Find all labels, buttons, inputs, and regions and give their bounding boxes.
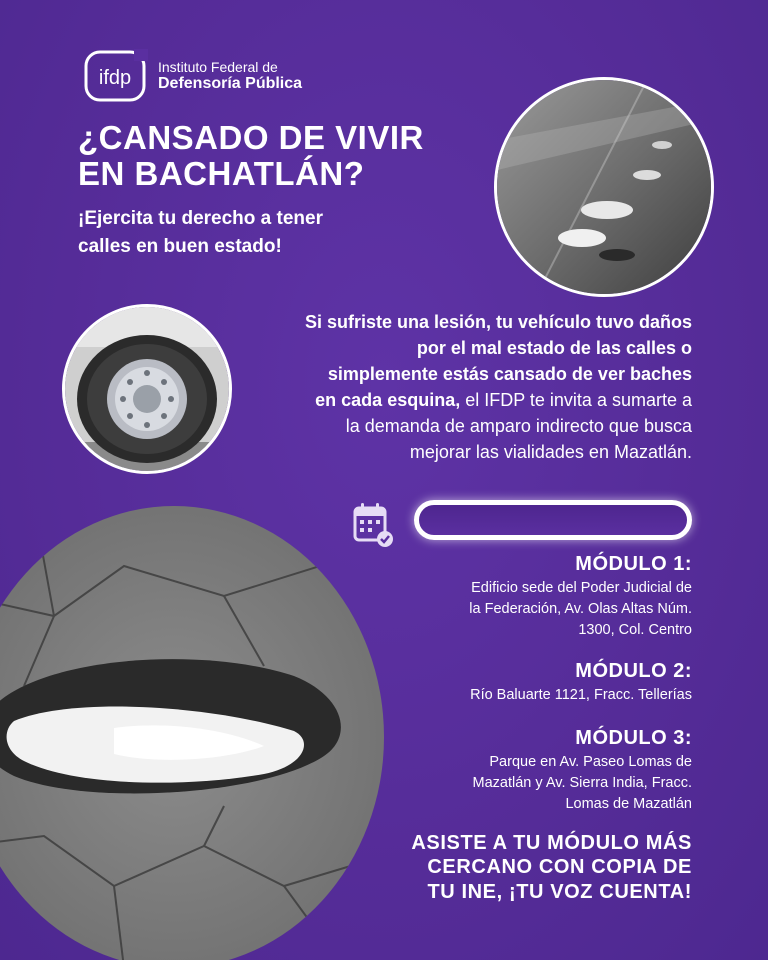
ifdp-logo bbox=[80, 48, 302, 104]
module-1-address-line-3: 1300, Col. Centro bbox=[578, 622, 692, 639]
module-1 bbox=[392, 553, 692, 641]
title-line-1: ¿CANSADO DE VIVIR bbox=[78, 119, 424, 156]
subtitle-line-2: calles en buen estado! bbox=[78, 235, 282, 257]
logo-wordmark: ifdp bbox=[98, 67, 132, 89]
pothole-photo bbox=[0, 506, 384, 960]
module-1-address-line-1: Edificio sede del Poder Judicial de bbox=[471, 580, 692, 596]
subtitle-line-1: ¡Ejercita tu derecho a tener bbox=[78, 208, 323, 229]
body-line-4-rest: el IFDP te invita a sumarte a bbox=[460, 390, 692, 411]
flat-tire-photo bbox=[62, 304, 232, 474]
subtitle bbox=[78, 205, 408, 260]
invitation-text bbox=[236, 309, 692, 466]
module-3-title: MÓDULO 3: bbox=[575, 727, 692, 749]
module-3-address bbox=[392, 752, 692, 815]
module-3-address-line-3: Lomas de Mazatlán bbox=[565, 796, 692, 813]
page-title bbox=[78, 120, 488, 191]
module-3-address-line-1: Parque en Av. Paseo Lomas de bbox=[489, 754, 692, 770]
date-pill bbox=[414, 500, 692, 540]
module-2-address-line-1: Río Baluarte 1121, Fracc. Tellerías bbox=[470, 687, 692, 703]
module-1-address-line-2: la Federación, Av. Olas Altas Núm. bbox=[469, 601, 692, 618]
logo-institute-line: Instituto Federal de bbox=[158, 58, 278, 75]
cta-line-1: ASISTE A TU MÓDULO MÁS bbox=[411, 832, 692, 854]
module-1-address bbox=[392, 578, 692, 641]
body-bold-line-3: simplemente estás cansado de ver baches bbox=[327, 364, 692, 385]
body-line-6: mejorar las vialidades en Mazatlán. bbox=[409, 442, 692, 463]
road-potholes-photo bbox=[494, 77, 714, 297]
logo-text bbox=[158, 60, 302, 93]
module-3-address-line-2: Mazatlán y Av. Sierra India, Fracc. bbox=[472, 775, 692, 792]
body-line-5: la demanda de amparo indirecto que busca bbox=[345, 416, 692, 437]
logo-defensoria-line: Defensoría Pública bbox=[158, 74, 303, 92]
body-bold-line-2: por el mal estado de las calles o bbox=[416, 338, 692, 359]
body-bold-line-4: en cada esquina, bbox=[315, 390, 461, 411]
module-1-title: MÓDULO 1: bbox=[575, 553, 692, 575]
call-to-action bbox=[380, 831, 692, 904]
module-2 bbox=[392, 660, 692, 706]
module-2-address bbox=[392, 685, 692, 706]
module-3 bbox=[392, 727, 692, 815]
cta-line-2: CERCANO CON COPIA DE bbox=[427, 856, 692, 879]
title-line-2: EN BACHATLÁN? bbox=[78, 154, 365, 192]
cta-line-3: TU INE, ¡TU VOZ CUENTA! bbox=[427, 880, 692, 903]
calendar-check-icon bbox=[352, 500, 394, 548]
body-bold-line-1: Si sufriste una lesión, tu vehículo tuvo daños bbox=[304, 312, 692, 332]
ifdp-logo-mark bbox=[80, 48, 150, 104]
module-2-title: MÓDULO 2: bbox=[575, 660, 692, 682]
